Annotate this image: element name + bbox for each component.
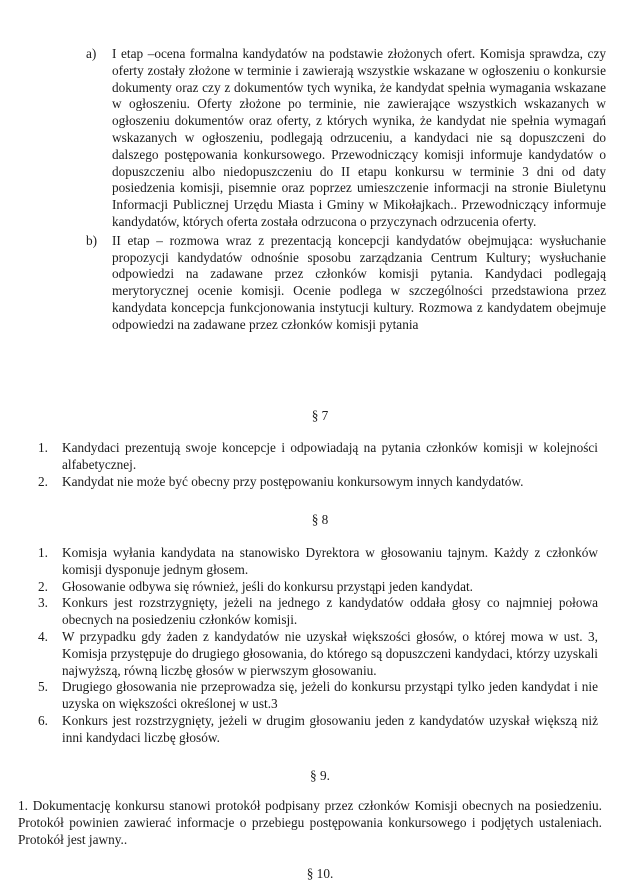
- item-number: 4.: [38, 628, 48, 644]
- item-number: 2.: [38, 578, 48, 594]
- item-text: Kandydat nie może być obecny przy postępowaniu konkursowym innych kandydatów.: [62, 473, 524, 489]
- stage-marker: b): [86, 232, 98, 248]
- list-item: [38, 713, 598, 747]
- item-text: Kandydaci prezentują swoje koncepcje i odpowiadają na pytania członków komisji w kolejności alfabetycznej.: [62, 440, 598, 472]
- section-9-paragraph: 1. Dokumentację konkursu stanowi protokół podpisany przez członków Komisji obecnych na posiedzeniu. Protokół powinien zawierać informacje o przebiegu postępowania konkursowego i podjętych ustaleniach. Protokół jest jawny..: [18, 798, 602, 847]
- item-number: 2.: [38, 473, 48, 489]
- list-item: [38, 474, 598, 491]
- section-7-heading: § 7: [311, 408, 329, 423]
- item-text: Głosowanie odbywa się również, jeśli do konkursu przystąpi jeden kandydat.: [62, 578, 474, 594]
- item-text: Konkurs jest rozstrzygnięty, jeżeli na jednego z kandydatów oddała głosy co najmniej połowa obecnych na posiedzeniu członków komisji.: [62, 595, 598, 628]
- stage-marker: a): [86, 46, 97, 61]
- list-item: [38, 679, 598, 713]
- stage-text: II etap – rozmowa wraz z prezentacją koncepcji kandydatów obejmująca: wysłuchanie propozycji kandydatów odnośnie sposobu zarządzania Centrum Kultury; wysłuchanie odpowiedzi na zadawane przez członków komisji pytania. Kandydaci podlegają merytorycznej ocenie komisji. Ocenie podlega w szczególności przedstawiona przez kandydata koncepcja funkcjonowania instytucji kultury. Rozmowa z kandydatem obejmuje odpowiedzi na zadawane przez członków komisji pytania: [112, 232, 606, 332]
- section-9-heading: § 9.: [310, 768, 330, 783]
- list-item: [38, 595, 598, 629]
- item-number: 6.: [38, 712, 48, 728]
- item-number: 1.: [38, 545, 48, 560]
- list-item: [38, 545, 598, 579]
- list-item: [38, 579, 598, 596]
- item-text: W przypadku gdy żaden z kandydatów nie uzyskał większości głosów, o której mowa w ust. 3, Komisja przystępuje do drugiego głosowania, do którego są dopuszczeni kandydaci, którzy uzyskali najwyższą, równą liczbę głosów w pierwszym głosowaniu.: [62, 628, 598, 678]
- stage-item: [86, 46, 606, 231]
- stages-list: [86, 46, 606, 334]
- stage-item: [86, 233, 606, 334]
- section-10-heading: § 10.: [306, 866, 334, 881]
- list-item: [38, 629, 598, 679]
- stage-text: I etap –ocena formalna kandydatów na podstawie złożonych ofert. Komisja sprawdza, czy oferty zostały złożone w terminie i zawierają wszystkie wskazane w ogłoszeniu o konkursie dokumenty oraz czy z dokumentów tych wynika, że kandydat spełnia wymagania wskazane w ogłoszeniu. Oferty złożone po terminie, nie zawierające wszystkich wskazanych w ogłoszeniu dokumentów oraz oferty, z których wynika, że kandydat nie spełnia wymagań wskazanych w ogłoszeniu, podlegają odrzuceniu, a kandydaci nie są dopuszczeni do dalszego postępowania konkursowego. Przewodniczący komisji informuje kandydatów o dopuszczeniu albo niedopuszczeniu do II etapu konkursu w terminie 3 dni od daty posiedzenia komisji, pisemnie oraz poprzez umieszczenie informacji na stronie Biuletynu Informacji Publicznej Urzędu Miasta i Gminy w Mikołajkach.. Przewodniczący informuje kandydatów, których oferta została odrzucona o przyczynach odrzucenia oferty.: [112, 46, 606, 229]
- list-item: [38, 440, 598, 474]
- item-text: Drugiego głosowania nie przeprowadza się, jeżeli do konkursu przystąpi tylko jeden kandydat i nie uzyska on większości określonej w ust.3: [62, 679, 598, 712]
- item-number: 5.: [38, 679, 48, 695]
- item-text: Komisja wyłania kandydata na stanowisko Dyrektora w głosowaniu tajnym. Każdy z członków komisji dysponuje jednym głosem.: [62, 545, 598, 577]
- section-7-list: [38, 440, 598, 490]
- item-text: Konkurs jest rozstrzygnięty, jeżeli w drugim głosowaniu jeden z kandydatów uzyskał większą niż inni kandydaci liczbę głosów.: [62, 712, 598, 745]
- item-number: 3.: [38, 595, 48, 611]
- item-number: 1.: [38, 440, 48, 455]
- section-8-heading: § 8: [311, 512, 329, 527]
- section-8-list: [38, 545, 598, 747]
